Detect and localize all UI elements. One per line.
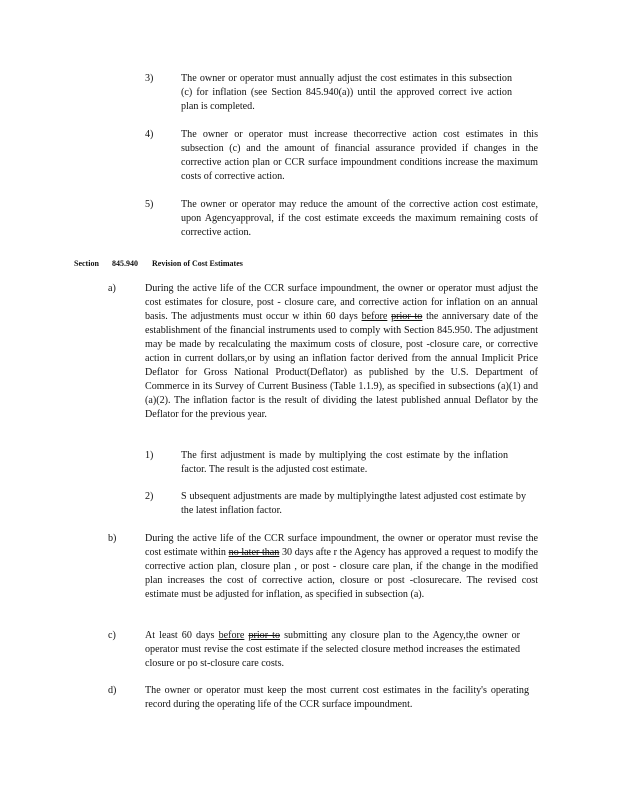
- item-number: 4): [145, 129, 154, 140]
- deleted-text: prior to: [391, 311, 423, 322]
- item-number: 1): [145, 450, 154, 461]
- section-title: Revision of Cost Estimates: [152, 259, 243, 268]
- item-text: [145, 532, 538, 602]
- deleted-text: prior to: [248, 630, 281, 641]
- text-segment: During the active life of the CCR surface impoundment, the owner or operator must revise the cost estimate within: [145, 533, 538, 558]
- item-text: S ubsequent adjustments are made by multiplyingthe latest adjusted cost estimate by the latest inflation factor.: [181, 491, 526, 516]
- section-number: 845.940: [112, 259, 138, 268]
- item-text: The owner or operator must keep the most current cost estimates in the facility's operating record during the operating life of the CCR surface impoundment.: [145, 685, 529, 710]
- item-text: The first adjustment is made by multiplying the cost estimate by the inflation factor. The result is the adjusted cost estimate.: [181, 450, 508, 475]
- item-text: [145, 282, 538, 422]
- item-text: The owner or operator must annually adjust the cost estimates in this subsection (c) for inflation (see Section 845.940(a)) until the approved correct ive action plan is completed.: [181, 73, 512, 112]
- item-number: 3): [145, 73, 154, 84]
- item-text: [145, 629, 520, 671]
- text-segment: At least 60 days: [145, 630, 215, 641]
- item-number: 5): [145, 199, 154, 210]
- inserted-text: before: [361, 311, 388, 322]
- item-number: b): [108, 533, 117, 544]
- text-segment: submitting any closure plan to the Agency,the owner or operator must revise the cost estimate if the selected closure method increases the estimated closure or po st-closure care costs.: [145, 630, 520, 669]
- section-label: Section: [74, 259, 99, 268]
- item-number: a): [108, 283, 116, 294]
- inserted-text: before: [218, 630, 245, 641]
- section-heading: [74, 257, 243, 271]
- item-number: 2): [145, 491, 154, 502]
- text-segment: 30 days afte r the Agency has approved a request to modify the corrective action plan, closure plan , or post - closure care plan, if the change in the modified plan increases the cost of corrective action, closure or post -closurecare. The revised cost estimate must be adjusted for inflation, as specified in subsection (a).: [145, 547, 538, 600]
- item-number: d): [108, 685, 117, 696]
- item-text: The owner or operator must increase thecorrective action cost estimates in this subsection (c) and the amount of financial assurance provided if changes in the corrective action plan or CCR surface impoundment conditions increase the maximum costs of corrective action.: [181, 129, 538, 182]
- item-text: The owner or operator may reduce the amount of the corrective action cost estimate, upon Agencyapproval, if the cost estimate exceeds the maximum remaining costs of corrective action.: [181, 199, 538, 238]
- text-segment: the anniversary date of the establishment of the financial instruments used to comply with Section 845.950. The adjustment may be made by recalculating the maximum costs of closure, post -closure care, or corrective action in current dollars,or by using an inflation factor derived from the annual Implicit Price Deflator for Gross National Product(Deflator) as published by the U.S. Department of Commerce in its Survey of Current Business (Table 1.1.9), as specified in subsections (a)(1) and (a)(2). The inflation factor is the result of dividing the latest published annual Deflator by the Deflator for the previous year.: [145, 311, 538, 420]
- item-number: c): [108, 630, 116, 641]
- deleted-text: no later than: [228, 547, 280, 558]
- text-segment: During the active life of the CCR surface impoundment, the owner or operator must adjust the cost estimates for closure, post - closure care, and corrective action for inflation on an annual basis. The adjustments must occur w ithin 60 days: [145, 283, 538, 322]
